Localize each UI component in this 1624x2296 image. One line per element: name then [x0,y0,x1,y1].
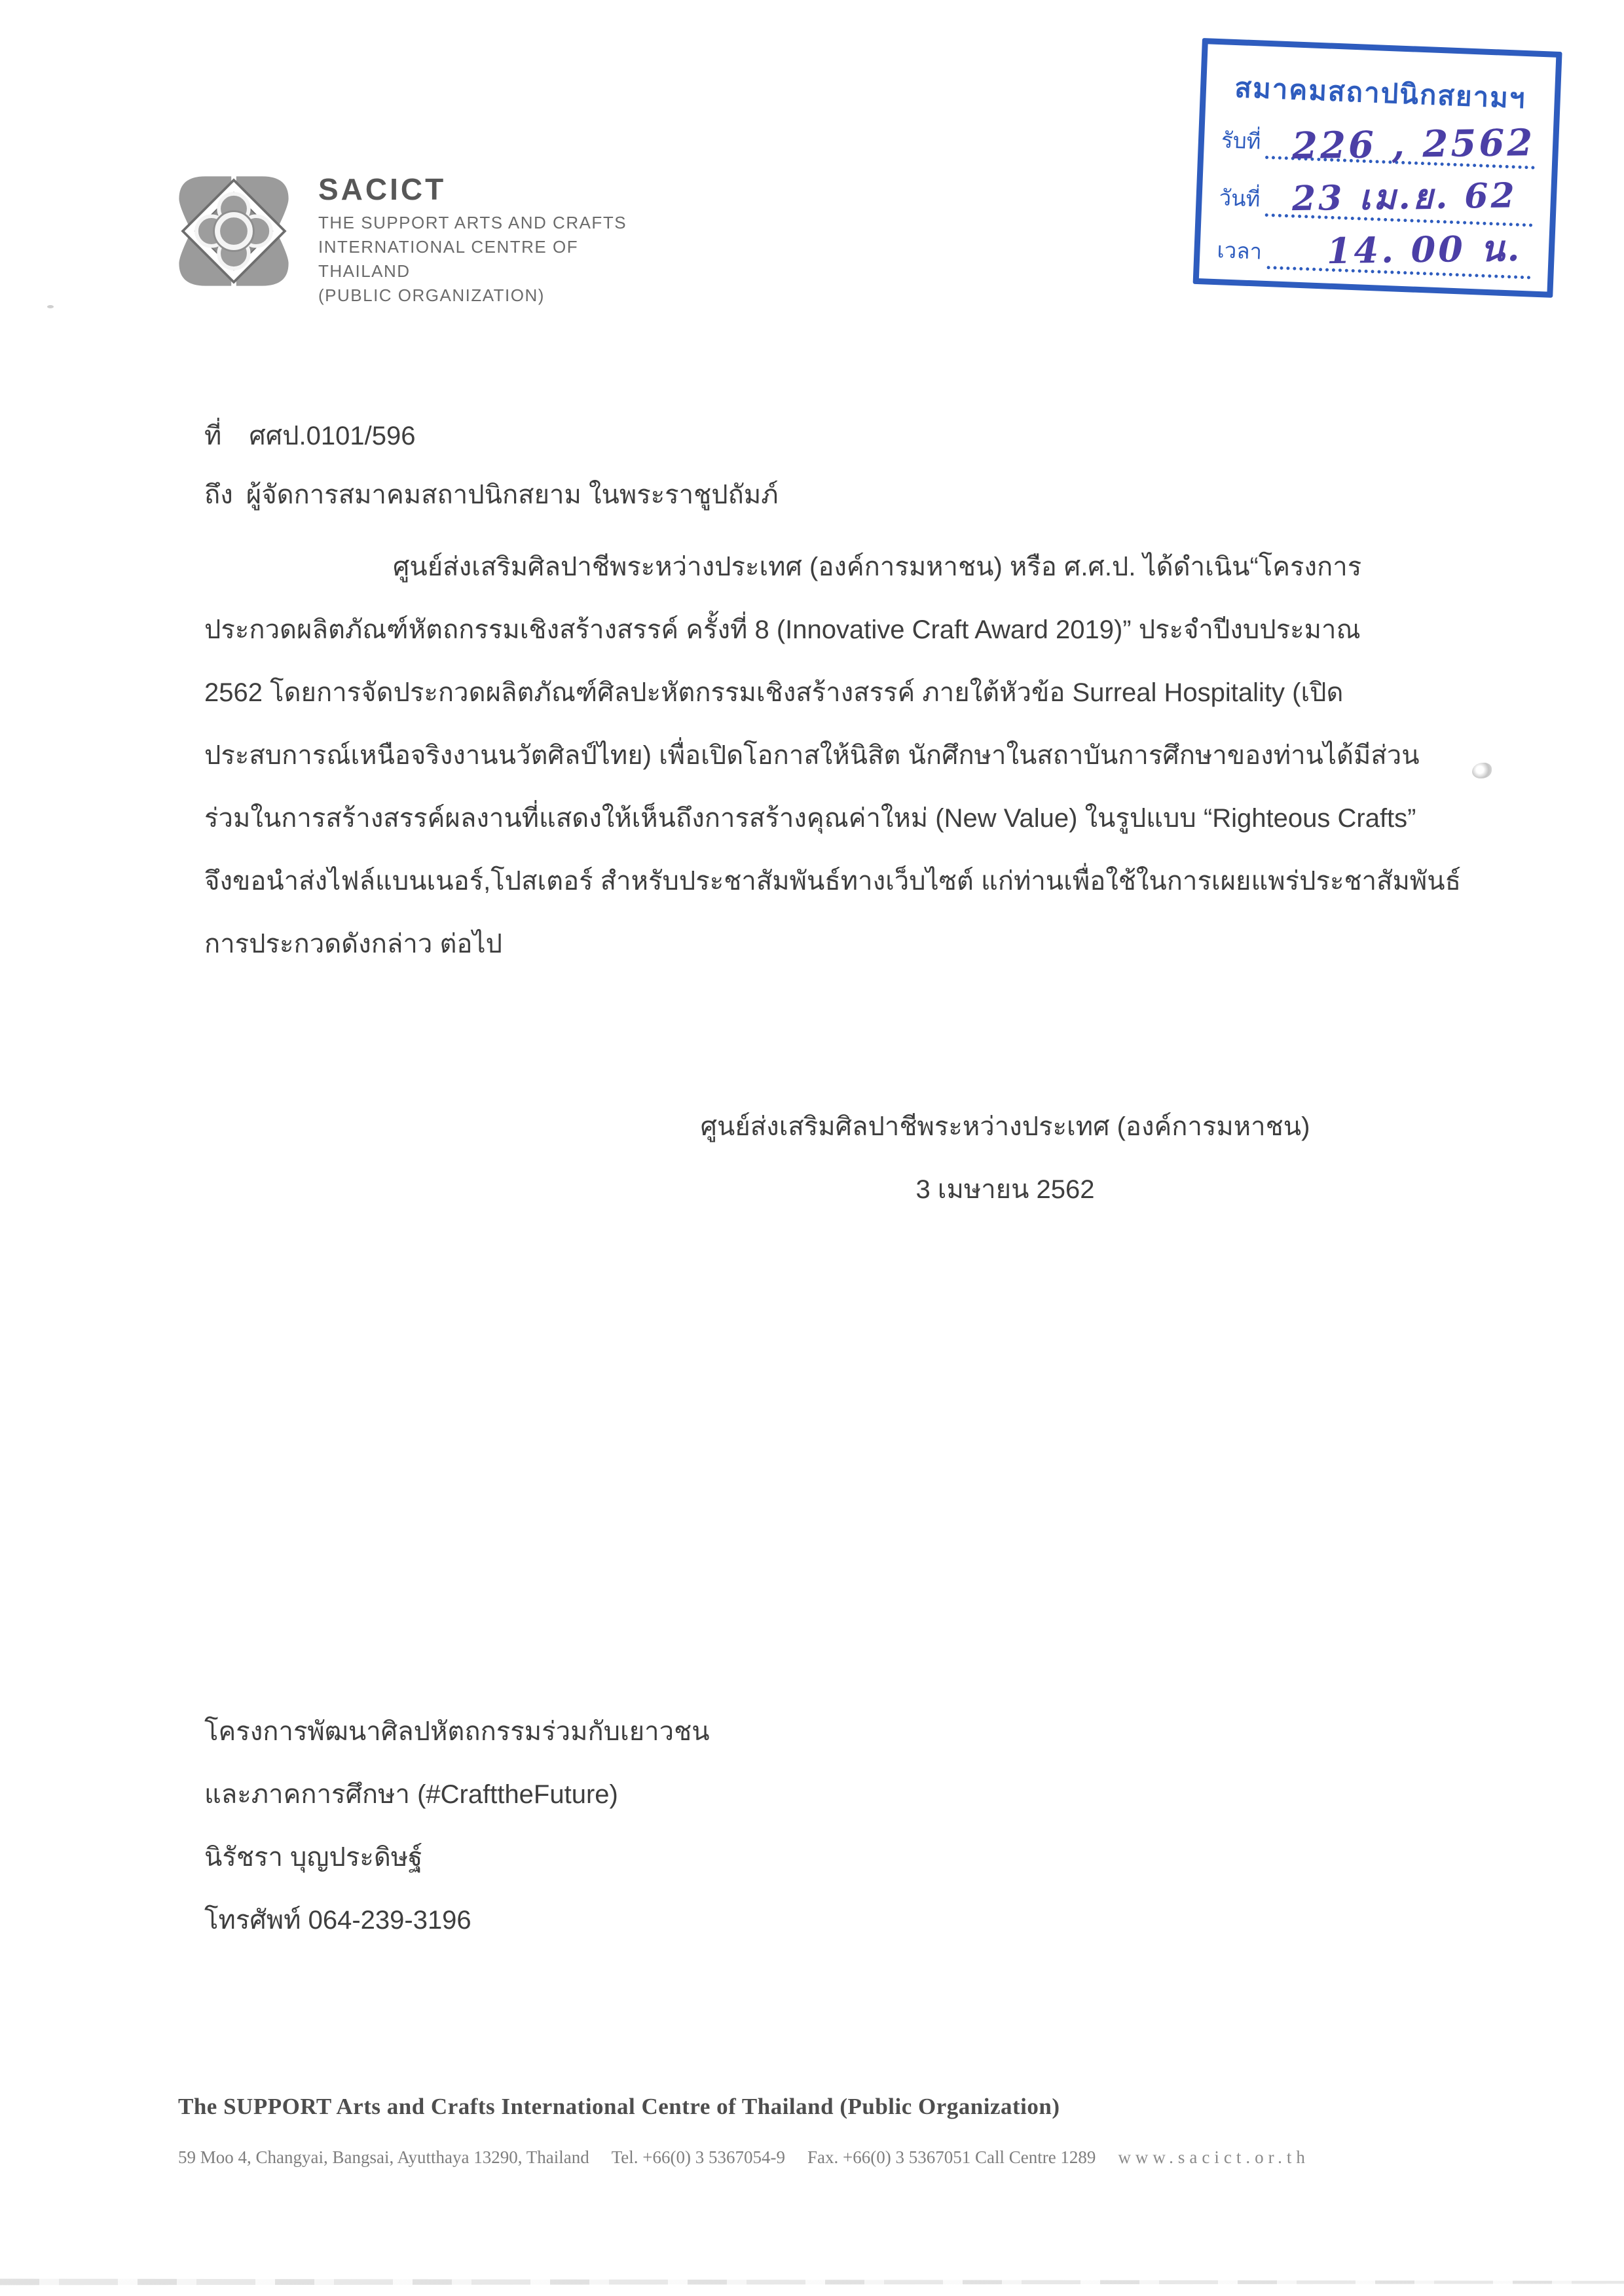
logo-subtitle-line: (PUBLIC ORGANIZATION) [318,285,545,305]
logo-text-block [318,173,685,308]
footer-organization-line: The SUPPORT Arts and Crafts International Centre of Thailand (Public Organization) [178,2094,1060,2119]
scan-edge-artifact [0,2277,1624,2286]
to-prefix: ถึง [204,481,233,509]
document-number-line [204,419,416,453]
contact-line-4: โทรศัพท์ 064-239-3196 [204,1906,471,1935]
footer-tel: Tel. +66(0) 3 5367054-9 [611,2147,785,2167]
scan-speck [47,305,54,308]
stamp-handwritten-value: 226 , 2562 [1292,120,1536,168]
addressee-line [204,478,779,512]
footer-website: www.sacict.or.th [1118,2147,1310,2167]
received-stamp [1193,38,1562,298]
contact-line-1: โครงการพัฒนาศิลปหัตถกรรมร่วมกับเยาวชน [204,1717,710,1746]
body-line-2: ประกวดผลิตภัณฑ์หัตถกรรมเชิงสร้างสรรค์ ครั้งที่ 8 (Innovative Craft Award 2019)” ประจำปีงบประมาณ [204,615,1361,644]
doc-no-value: ศศป.0101/596 [249,422,416,450]
sender-organization: ศูนย์ส่งเสริมศิลปาชีพระหว่างประเทศ (องค์การมหาชน) [700,1112,1310,1141]
stamp-field-label: วันที่ [1218,185,1261,211]
logo-subtitle-line: INTERNATIONAL CENTRE OF [318,237,579,257]
sacict-logo [172,169,627,305]
sacict-flower-emblem-icon [172,169,296,293]
footer-address-line [178,2147,1310,2168]
to-value: ผู้จัดการสมาคมสถาปนิกสยาม ในพระราชูปถัมภ์ [246,481,779,509]
stamp-field-label: รับที่ [1221,128,1262,154]
stamp-dotted-line [1265,114,1536,170]
scan-smudge [1472,763,1492,778]
body-line-7: การประกวดดังกล่าว ต่อไป [204,930,502,958]
logo-subtitle-line: THAILAND [318,261,411,281]
letter-date: 3 เมษายน 2562 [915,1175,1095,1204]
stamp-dotted-line [1264,172,1534,227]
stamp-field-time [1217,225,1532,279]
body-line-4: ประสบการณ์เหนือจริงงานนวัตศิลป์ไทย) เพื่อเปิดโอกาสให้นิสิต นักศึกษาในสถาบันการศึกษาของท่านได้มีส่วน [204,741,1420,770]
body-line-1: ศูนย์ส่งเสริมศิลปาชีพระหว่างประเทศ (องค์การมหาชน) หรือ ศ.ศ.ป. ได้ดำเนิน“โครงการ [393,553,1362,581]
logo-subtitle-line: THE SUPPORT ARTS AND CRAFTS [318,213,627,232]
logo-subtitle [318,211,685,308]
logo-title: SACICT [318,172,447,206]
doc-no-prefix: ที่ [204,422,222,450]
stamp-handwritten-value: 23 เม.ย. 62 [1291,175,1517,219]
footer-address: 59 Moo 4, Changyai, Bangsai, Ayutthaya 13290, Thailand [178,2147,589,2167]
stamp-dotted-line [1266,224,1532,279]
stamp-handwritten-value: 14. 00 น. [1326,227,1522,272]
stamp-field-received-no [1221,115,1536,169]
body-line-6: จึงขอนำส่งไฟล์แบนเนอร์,โปสเตอร์ สำหรับประชาสัมพันธ์ทางเว็บไซต์ แก่ท่านเพื่อใช้ในการเผยแพร่ประชาสัมพันธ์ [204,867,1461,896]
footer-fax: Fax. +66(0) 3 5367051 Call Centre 1289 [807,2147,1096,2167]
body-line-3: 2562 โดยการจัดประกวดผลิตภัณฑ์ศิลปะหัตกรรมเชิงสร้างสรรค์ ภายใต้หัวข้อ Surreal Hospitality (เปิด [204,678,1344,707]
stamp-field-label: เวลา [1216,238,1263,264]
body-line-5: ร่วมในการสร้างสรรค์ผลงานที่แสดงให้เห็นถึงการสร้างคุณค่าใหม่ (New Value) ในรูปแบบ “Righteous Crafts” [204,804,1416,833]
stamp-field-date [1219,173,1534,227]
stamp-title: สมาคมสถาปนิกสยามฯ [1234,71,1527,115]
contact-line-2: และภาคการศึกษา (#CrafttheFuture) [204,1780,618,1809]
contact-line-3: นิรัชรา บุญประดิษฐ์ [204,1843,423,1872]
